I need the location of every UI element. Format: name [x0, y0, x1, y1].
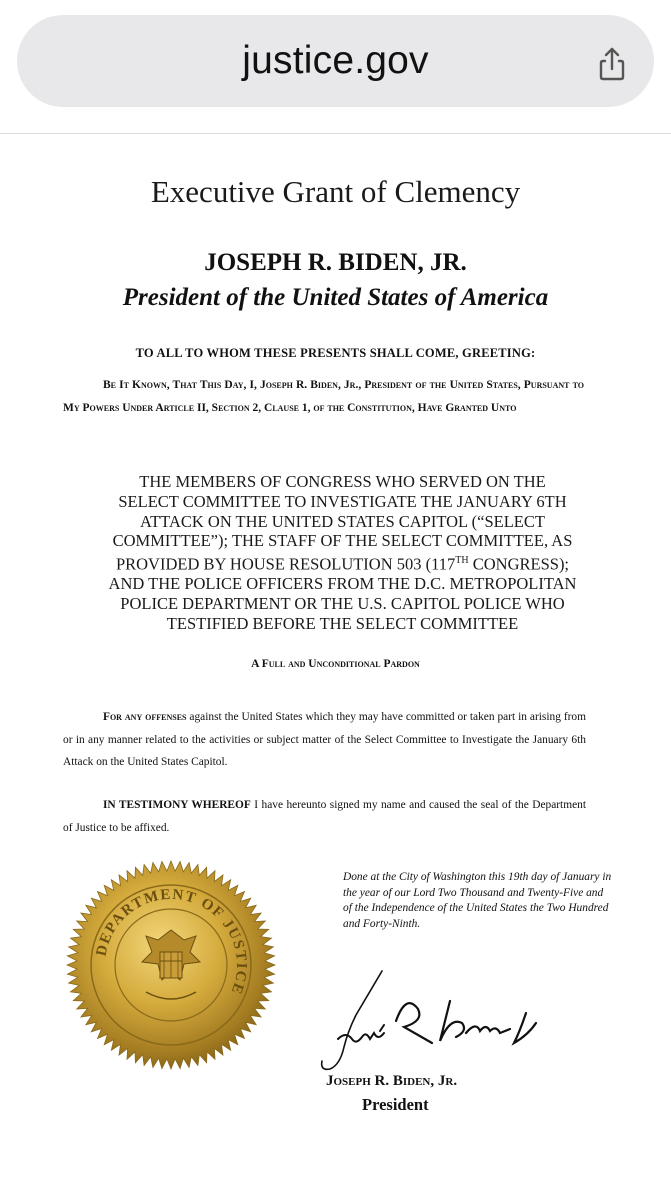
testimony-paragraph [63, 794, 586, 839]
president-name: JOSEPH R. BIDEN, JR. [204, 249, 467, 276]
grantees-line: ATTACK ON THE UNITED STATES CAPITOL (“SELECT [140, 511, 545, 531]
president-office: President of the United States of America [122, 284, 549, 311]
grantees-text: PROVIDED BY HOUSE RESOLUTION 503 (117 [115, 554, 456, 574]
signer-title: President [362, 1095, 429, 1114]
signer-name: Joseph R. Biden, Jr. [326, 1073, 458, 1089]
doj-seal-icon [66, 860, 276, 1070]
document-title: Executive Grant of Clemency [150, 174, 521, 209]
testimony-lead: IN TESTIMONY WHEREOF [103, 799, 251, 811]
president-signature [300, 969, 550, 1079]
testimony-text: I have hereunto signed my name and caused the seal of the Department of Justice to be affixed. [63, 799, 587, 834]
greeting: TO ALL TO WHOM THESE PRESENTS SHALL COME, GREETING: [135, 346, 536, 360]
grantees-line: SELECT COMMITTEE TO INVESTIGATE THE JANUARY 6TH [118, 491, 567, 511]
grantees-text: CONGRESS); [468, 554, 570, 574]
share-icon[interactable] [592, 44, 632, 84]
grantees-line: AND THE POLICE OFFICERS FROM THE D.C. METROPOLITAN [108, 574, 577, 594]
grantees-line: POLICE DEPARTMENT OR THE U.S. CAPITOL POLICE WHO [120, 594, 565, 614]
clemency-document [0, 134, 671, 1200]
offenses-text: against the United States which they may have committed or taken part in arising from or in any manner related to the activities or subject matter of the Select Committee to Investigate the January 6th Attack on the United States Capitol. [63, 711, 586, 768]
grantees-block [60, 472, 625, 634]
browser-toolbar [0, 0, 671, 134]
superscript-th: TH [455, 555, 469, 567]
grantees-line: THE MEMBERS OF CONGRESS WHO SERVED ON THE [139, 472, 546, 491]
address-bar[interactable] [17, 15, 654, 107]
seal-text: DEPARTMENT OF JUSTICE [93, 886, 250, 998]
done-at-paragraph: Done at the City of Washington this 19th day of January in the year of our Lord Two Thousand and Twenty-Five and of the Independence of the United States the Two Hundred and Forty-Ninth. [343, 871, 612, 930]
pardon-heading: A Full and Unconditional Pardon [251, 658, 420, 670]
grantees-line: TESTIFIED BEFORE THE SELECT COMMITTEE [166, 614, 519, 634]
be-it-known-paragraph: Be It Known, That This Day, I, Joseph R. Biden, Jr., President of the United States, Pursuant to My Powers Under Article II, Section 2, Clause 1, of the Constitution, Have Granted Unto [63, 379, 584, 414]
offenses-paragraph [63, 706, 586, 774]
grantees-line [60, 551, 625, 574]
grantees-line: COMMITTEE”); THE STAFF OF THE SELECT COMMITTEE, AS [112, 531, 573, 551]
offenses-lead: For any offenses [103, 711, 187, 723]
url-text[interactable]: justice.gov [242, 39, 429, 82]
